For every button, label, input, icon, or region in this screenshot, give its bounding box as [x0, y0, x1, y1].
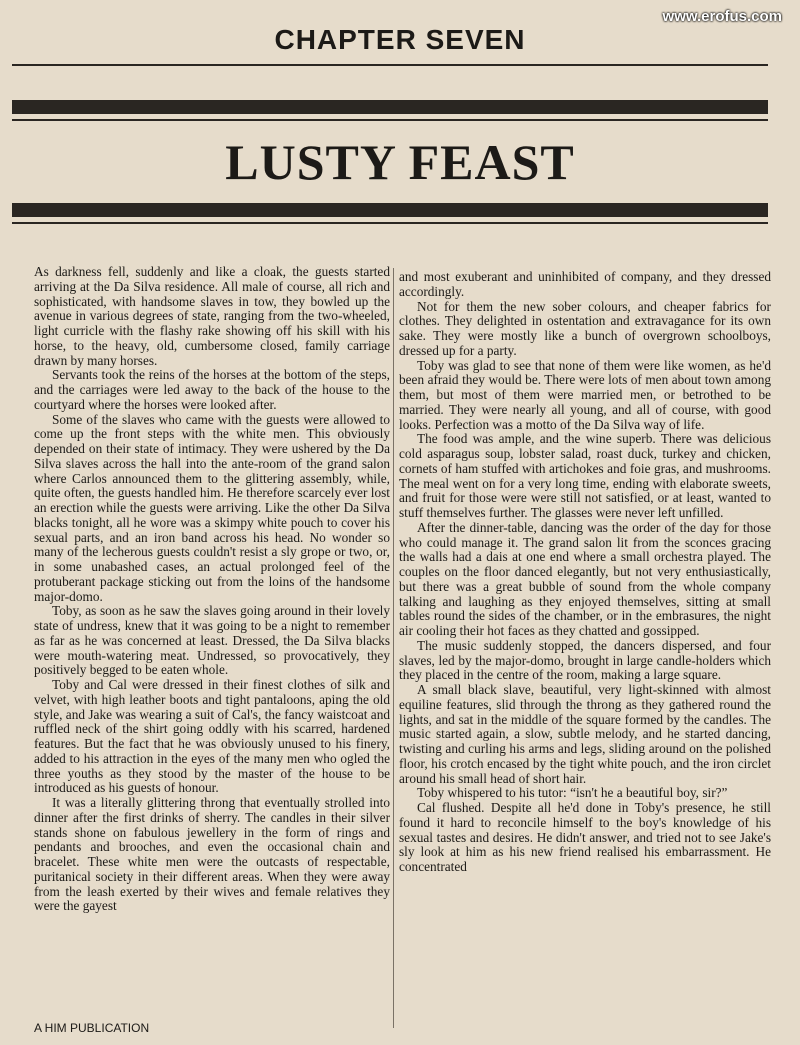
- publisher-footer: A HIM PUBLICATION: [34, 1021, 150, 1035]
- paragraph: It was a literally glittering throng that eventually strolled into dinner after the first drinks of sherry. The candles in their silver stands shone on fabulous jewellery in the form of rings and pendants and brooches, and even the occasional chain and bracelet. These white men were the outcasts of respectable, puritanical society in their different areas. When they were away from the leash exerted by their wives and female relatives they were the gayest: [34, 795, 390, 914]
- paragraph: After the dinner-table, dancing was the order of the day for those who could manage it. The grand salon lit from the sconces gracing the walls had a dais at one end where a small orchestra played. The couples on the floor danced elegantly, but not very enthusiastically, but there was a great bubble of sound from the whole company talking and laughing as they enjoyed themselves, sitting at small tables round the sides of the chamber, or in the embrasures, the night air cooling their hot faces as they chatted and gossipped.: [399, 519, 771, 638]
- paragraph: Toby and Cal were dressed in their finest clothes of silk and velvet, with high leather boots and tight pantaloons, aping the old style, and Jake was wearing a suit of Cal's, the fancy waistcoat and ruffled neck of the shirt going oddly with his scarred, hardened features. But the fact that he was obviously unused to his finery, added to his attraction in the eyes of the many men who ogled the three youths as they stood by the master of the house to be introduced as his guests of honour.: [34, 677, 390, 796]
- paragraph: Cal flushed. Despite all he'd done in Toby's presence, he still found it hard to reconcile himself to the boy's knowledge of his sexual tastes and desires. He didn't answer, and tried not to see Jake's sly look at him as his new friend realised his embarrassment. He concentrated: [399, 800, 771, 874]
- right-column: [399, 270, 771, 875]
- paragraph: Toby was glad to see that none of them were like women, as he'd been afraid they would be. There were lots of men about town among them, but most of them were married men, or betrothed to be married. They were nearly all young, and all of course, with good looks. Perfection was a motto of the Da Silva way of life.: [399, 357, 771, 432]
- paragraph: Servants took the reins of the horses at the bottom of the steps, and the carriages were led away to the back of the house to the courtyard where the horses were looked after.: [34, 367, 390, 412]
- paragraph: Not for them the new sober colours, and cheaper fabrics for clothes. They delighted in ostentation and extravagance for its own sake. They were mostly like a bunch of overgrown schoolboys, dressed up for a party.: [399, 298, 771, 358]
- paragraph: The food was ample, and the wine superb. There was delicious cold asparagus soup, lobster salad, roast duck, turkey and chicken, cornets of ham stuffed with artichokes and foie gras, and mushrooms. The meal went on for a very long time, ending with elaborate sweets, and fruit for those were were still not satisfied, or at least, wanted to stuff themselves further. The glasses were never left unfilled.: [399, 431, 771, 520]
- paragraph: Some of the slaves who came with the guests were allowed to come up the front steps with the white men. This obviously depended on their state of intimacy. They were ushered by the Da Silva slaves across the hall into the ante-room of the grand salon where Carlos announced them to the glittering assembly, while, quite often, the guests handled him. He therefore scarcely ever lost an erection while the guests were arriving. Like the other Da Silva blacks tonight, all he wore was a skimpy white pouch to cover his sexual parts, and an iron band across his head. No wonder so many of the lecherous guests couldn't resist a sly grope or two, or, in some unabashed cases, an actual prolonged feel of the protuberant package sticking out from the loins of the handsome major-domo.: [34, 411, 390, 604]
- paragraph: and most exuberant and uninhibited of company, and they dressed accordingly.: [399, 269, 771, 299]
- page-title: LUSTY FEAST: [225, 134, 575, 190]
- title-bottom-bar: [12, 203, 768, 217]
- column-divider: [393, 268, 394, 1028]
- title-top-bar: [12, 100, 768, 114]
- watermark: www.erofus.com: [662, 8, 782, 25]
- paragraph: As darkness fell, suddenly and like a cloak, the guests started arriving at the Da Silva residence. All male of course, all rich and sophisticated, with handsome slaves in tow, they bowled up the avenue in various degrees of state, ranging from the two-wheeled, light curricle with the flashy rake showing off his skill with his horse, to the heavy, old, cumbersome closed, family carriage drawn by many horses.: [34, 264, 390, 368]
- chapter-heading: CHAPTER SEVEN: [274, 24, 526, 55]
- paragraph: The music suddenly stopped, the dancers dispersed, and four slaves, led by the major-domo, brought in large candle-holders which they placed in the centre of the room, making a large square.: [399, 637, 771, 683]
- paragraph: Toby whispered to his tutor: “isn't he a beautiful boy, sir?”: [417, 785, 728, 801]
- paragraph: Toby, as soon as he saw the slaves going around in their lovely state of undress, knew that it was going to be a night to remember as far as he was concerned at least. Dressed, the Da Silva blacks were mouth-watering meat. Undressed, so provocatively, they positively begged to be eaten whole.: [34, 603, 390, 678]
- paragraph: A small black slave, beautiful, very light-skinned with almost equiline features, slid through the throng as they gathered round the lights, and sat in the middle of the square formed by the candles. The music started again, a slow, subtle melody, and he started dancing, twisting and curling his arms and legs, sliding around on the polished floor, his crotch encased by the tight white pouch, and the iron circlet around his small head of short hair.: [399, 682, 771, 786]
- left-column: [34, 265, 390, 914]
- title-top-thin-rule: [12, 119, 768, 121]
- title-bottom-thin-rule: [12, 222, 768, 224]
- top-thin-rule: [12, 64, 768, 66]
